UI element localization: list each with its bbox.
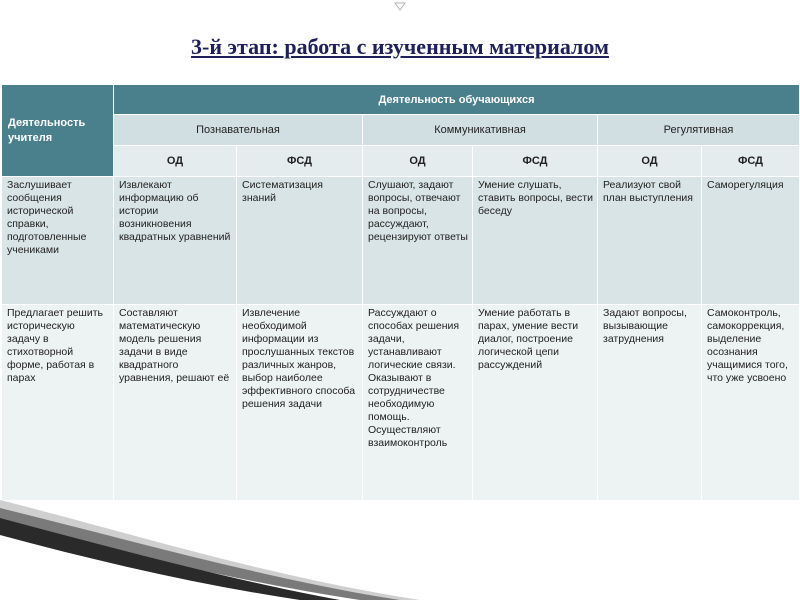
top-marker-icon [393, 2, 407, 12]
table-row [2, 177, 800, 305]
table-cell: Составляют математическую модель решения задачи в виде квадратного уравнения, решают её [114, 305, 237, 501]
group-header-regulative: Регулятивная [598, 115, 800, 146]
group-header-communicative: Коммуникативная [363, 115, 598, 146]
subheader-od: ОД [363, 146, 473, 177]
table-cell: Умение слушать, ставить вопросы, вести беседу [473, 177, 598, 305]
group-header-cognitive: Познавательная [114, 115, 363, 146]
triangle-shape [395, 3, 405, 10]
student-activity-header: Деятельность обучающихся [114, 85, 800, 115]
table-cell: Систематизация знаний [237, 177, 363, 305]
table-cell: Умение работать в парах, умение вести диалог, построение логической цепи рассуждений [473, 305, 598, 501]
subheader-fsd: ФСД [473, 146, 598, 177]
activity-table [1, 84, 800, 501]
table-cell: Извлекают информацию об истории возникновения квадратных уравнений [114, 177, 237, 305]
teacher-activity-header: Деятельность учителя [2, 85, 114, 177]
table-cell: Саморегуляция [702, 177, 800, 305]
subheader-od: ОД [114, 146, 237, 177]
teacher-cell: Заслушивает сообщения исторической справки, подготовленные учениками [2, 177, 114, 305]
teacher-cell: Предлагает решить историческую задачу в стихотворной форме, работая в парах [2, 305, 114, 501]
table-cell: Самоконтроль, самокоррекция, выделение осознания учащимися того, что уже усвоено [702, 305, 800, 501]
page-title: 3-й этап: работа с изученным материалом [191, 34, 609, 59]
table-cell: Задают вопросы, вызывающие затруднения [598, 305, 702, 501]
subheader-fsd: ФСД [237, 146, 363, 177]
table-row [2, 305, 800, 501]
table-cell: Реализуют свой план выступления [598, 177, 702, 305]
decorative-swoosh [0, 490, 800, 600]
table-cell: Рассуждают о способах решения задачи, устанавливают логические связи. Оказывают в сотрудничестве необходимую помощь. Осуществляют взаимоконтроль [363, 305, 473, 501]
subheader-od: ОД [598, 146, 702, 177]
subheader-fsd: ФСД [702, 146, 800, 177]
table-cell: Слушают, задают вопросы, отвечают на вопросы, рассуждают, рецензируют ответы [363, 177, 473, 305]
table-cell: Извлечение необходимой информации из прослушанных текстов различных жанров, выбор наиболее эффективного способа решения задачи [237, 305, 363, 501]
